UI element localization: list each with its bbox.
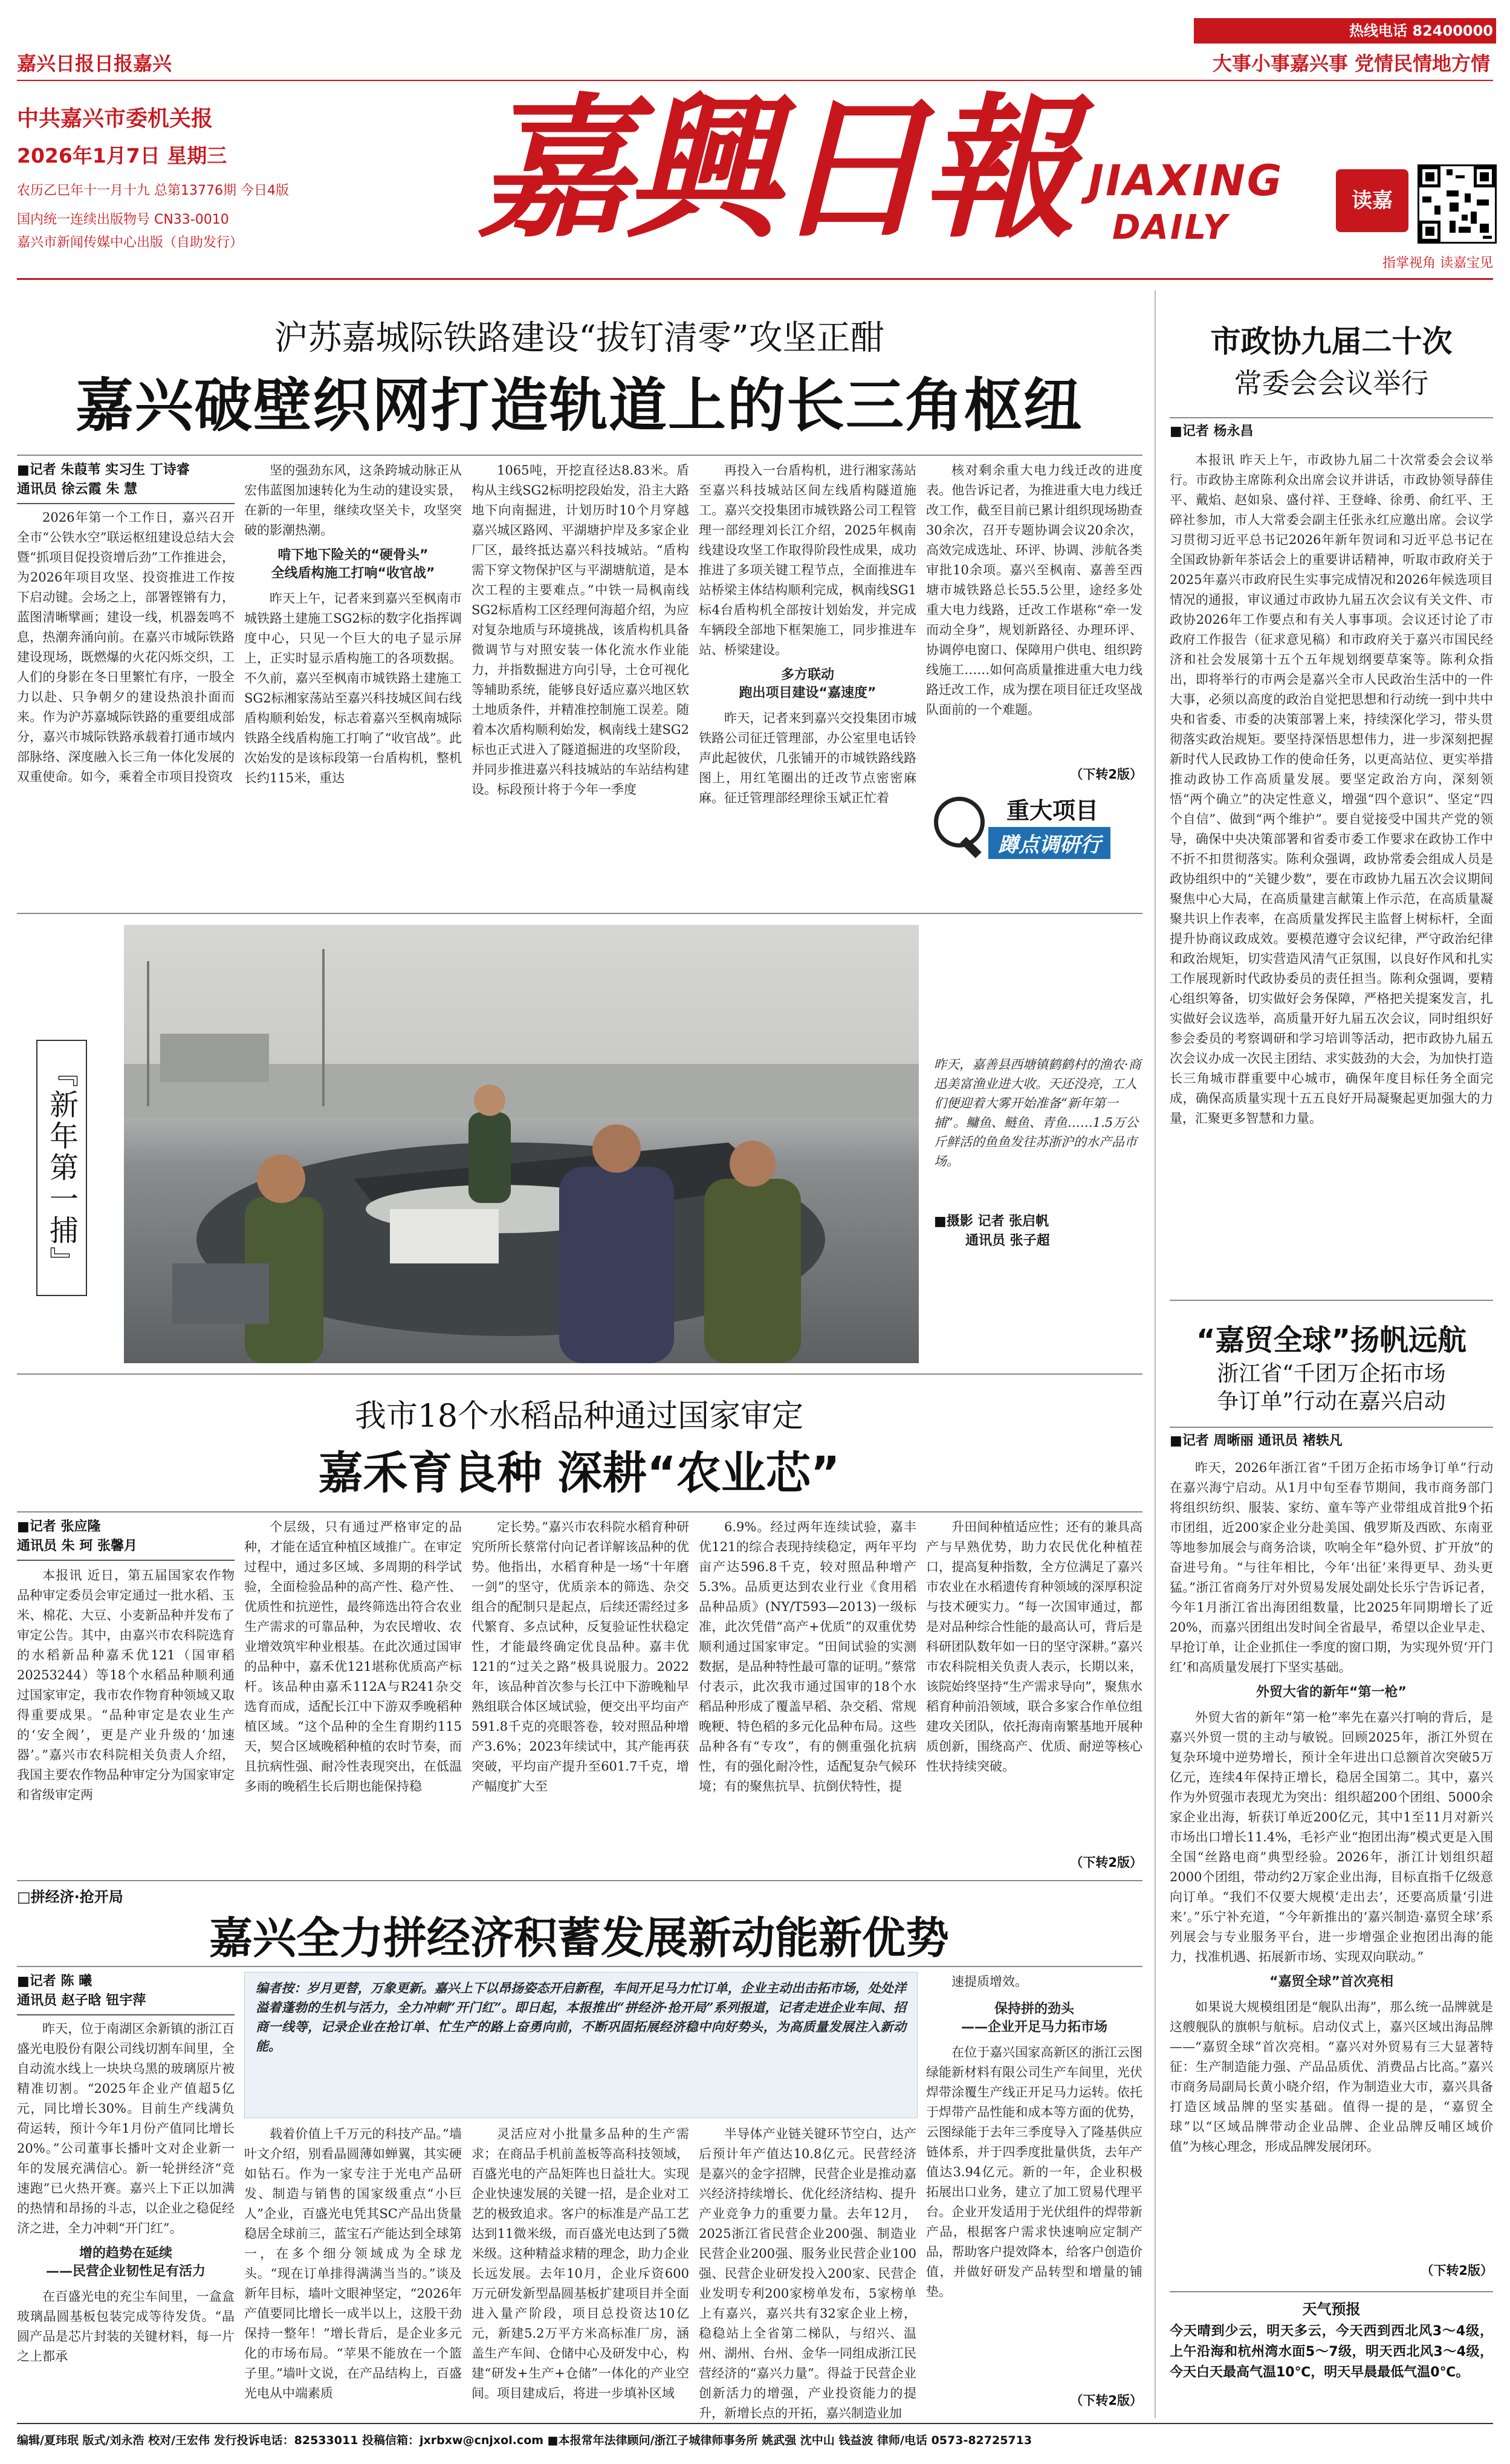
- economy-byline-1: ■记者 陈 曦: [17, 1974, 92, 1989]
- economy-byline-2: 通讯员 赵子晗 钮宇萍: [17, 1993, 146, 2008]
- trade-continued[interactable]: （下转2版）: [1421, 2263, 1493, 2278]
- economy-col-3-text: 灵活应对小批量多品种的生产需求；在商品手机前盖板等高科技领域，百盛光电的产品矩阵也日益壮大。实现企业快速发展的关键一招，是企业对工艺的极致追求。客户的标准是产品工艺达到11微米级，而百盛光电达到了5微米级。这种精益求精的理念，助力企业长远发展。去年10月，企业斥资600万元研发新型晶圆基板扩建项目并全面进入量产阶段，项目总投资达10亿元，新建5.2万平方米高标准厂房，涵盖生产车间、仓储中心及研发中心，构建“研发+生产+仓储”一体化的产业空间。项目建成后，将进一步填补区域: [471, 2127, 689, 2401]
- rice-byline-rule: [17, 1560, 235, 1561]
- photo-bottom-rule: [17, 1373, 1142, 1375]
- header-right-slogan: 大事小事嘉兴事 党情民情地方情: [1212, 52, 1490, 75]
- lead-col-4b-text: 昨天，记者来到嘉兴交投集团市城铁路公司征迁管理部，办公室里电话铃声此起彼伏，几张铺开的市城铁路线路图上，用红笔圈出的迁改节点密密麻麻。征迁管理部经理徐玉斌正忙着: [699, 711, 916, 805]
- trade-body: [1170, 1458, 1493, 2256]
- rice-col-4: [699, 1517, 916, 1874]
- economy-col-3: [471, 2124, 689, 2409]
- weather-top-rule: [1170, 2291, 1493, 2292]
- lead-headline: 嘉兴破壁织网打造轨道上的长三角枢纽: [76, 372, 1083, 439]
- series-title: 重大项目: [1006, 797, 1099, 824]
- cppcc-bottom-rule: [1170, 1300, 1493, 1301]
- header-left-slogan: 嘉兴日报日报嘉兴: [17, 52, 172, 75]
- rice-col-2-text: 个层级，只有通过严格审定的品种，才能在适宜种植区域推广。在审定过程中，通过多区域、多周期的科学试验，全面检验品种的高产性、稳产性、优质性和抗逆性，最终筛选出符合农业生产需求的可靠品种，为农民增收、农业增效筑牢种业根基。在此次通过国审的品种中，嘉禾优121堪称优质高产标杆。该品种由嘉禾112A与R241杂交选育而成，适配长江中下游双季晚稻种植区域。“这个品种的全生育期约115天，契合区域晚稻种植的农时节奏，而且抗病性强、耐冷性表现突出，在低温多雨的晚稻生长后期也能保持稳: [244, 1520, 462, 1794]
- economy-col-5b-text: 在位于嘉兴国家高新区的浙江云图绿能新材料有限公司生产车间里，光伏焊带涂覆生产线正开足马力运转。依托于焊带产品性能和成本等方面的优势，云图绿能于去年三季度导入了隆基供应链体系，并于四季度批量供货，去年产值达3.94亿元。新的一年，企业积极拓展出口业务，建立了加工贸易代理平台。企业开发适用于光伏组件的焊带新产品，根据客户需求快速响应定制产品，帮助客户提效降本，给客户创造价值，并做好研发产品转型和增量的铺垫。: [926, 2045, 1142, 2299]
- economy-headline: 嘉兴全力拼经济积蓄发展新动能新优势: [209, 1913, 949, 1963]
- rice-kicker: 我市18个水稻品种通过国家审定: [354, 1398, 804, 1435]
- economy-col-1b-text: 在百盛光电的充尘车间里，一盒盒玻璃晶圆基板包装完成等待发货。“晶圆产品是芯片封装的关键材料，每一片之上都承: [17, 2289, 235, 2364]
- lead-col-5: [926, 461, 1142, 766]
- photo-vertical-title: [36, 1040, 87, 1296]
- cppcc-top-rule: [1170, 417, 1493, 418]
- economy-subhead-1: 增的趋势在延续 ——民营企业韧性足有活力: [45, 2246, 206, 2279]
- qr-code[interactable]: [1418, 164, 1497, 244]
- masthead-title: 嘉興日報: [478, 79, 1070, 259]
- trade-byline: ■记者 周晰丽 通讯员 褚轶凡: [1170, 1433, 1343, 1448]
- lead-continued[interactable]: （下转2版）: [1070, 767, 1142, 782]
- fishing-photo-illustration: [124, 925, 919, 1363]
- lead-top-rule: [17, 455, 1142, 456]
- photo-vertical-title-text: 『新年第一捕』: [44, 1058, 79, 1278]
- rice-col-5: [926, 1517, 1142, 1853]
- lead-subhead-1: 啃下地下险关的“硬骨头” 全线盾构施工打响“收官战”: [271, 548, 435, 581]
- lead-col-3: [471, 461, 689, 904]
- economy-col-1: [17, 2019, 235, 2409]
- trade-body-text: 昨天，2026年浙江省“千团万企拓市场争订单”行动在嘉兴海宁启动。从1月中旬至春节期间，我市商务部门将组织纺织、服装、家纺、童车等产业带组成首批9个拓市团组，近200家企业分赴美国、俄罗斯及西欧、东南亚等地参加展会与商务洽谈，吹响全年“稳外贸、扩开放”的奋进号角。“与往年相比，今年‘出征’来得更早、劲头更猛。”浙江省商务厅对外贸易发展处副处长乐宁告诉记者，今年1月浙江省出海团组数量，比2025年同期增长了近20%，而嘉兴团组出发时间全省最早，希望以企业早走、早抢订单，让企业抓住一季度的窗口期，为实现外贸‘开门红’和高质量发展打下坚实基础。: [1170, 1461, 1493, 1675]
- header-bottom-rule: [17, 278, 1493, 280]
- cn-number: 国内统一连续出版物号 CN33-0010: [17, 212, 229, 227]
- rice-col-2: [244, 1517, 462, 1874]
- masthead-en-2: DAILY: [1112, 208, 1230, 247]
- rice-top-rule: [17, 1511, 1142, 1512]
- economy-col-1-text: 昨天，位于南湖区余新镇的浙江百盛光电股份有限公司线切割车间里，全自动流水线上一块块乌黑的玻璃原片被精准切割。“2025年企业产值超5亿元，同比增长30%。目前生产线满负荷运转，预计今年1月份产值同比增长20%。”公司董事长播叶文对企业新一年的发展充满信心。新一轮拼经济“竞速跑”已火热开赛。嘉兴上下正以加满的热情和昂扬的斗志，以企业之稳促经济之进，全力冲刺“开门红”。: [17, 2021, 235, 2235]
- economy-byline-rule: [17, 2014, 235, 2015]
- publisher: 嘉兴市新闻传媒中心出版（自助发行）: [17, 235, 244, 250]
- economy-col-4-text: 半导体产业链关键环节空白，达产后预计年产值达10.8亿元。民营经济是嘉兴的金字招牌，民营企业是推动嘉兴经济持续增长、优化经济结构、提升产业竞争力的重要力量。去年12月，2025浙江省民营企业200强、制造业民营企业200强、服务业民营企业100强、民营企业研发投入200家、民营企业发明专利200家榜单发布，5家榜单上有嘉兴，嘉兴共有32家企业上榜，稳稳站上全省第二梯队，与绍兴、温州、湖州、台州、金华一同组成浙江民营经济的“嘉兴力量”。得益于民营企业创新活力的增强，产业投资能力的提升，新增长点的开拓，嘉兴制造业加: [699, 2127, 916, 2420]
- rice-col-1: [17, 1566, 235, 1874]
- hotline-text: 热线电话 82400000: [1349, 22, 1493, 39]
- economy-top-rule: [17, 1966, 1142, 1967]
- rice-continued[interactable]: （下转2版）: [1070, 1855, 1142, 1870]
- lead-col-2: [244, 461, 462, 904]
- economy-tag: □拼经济·抢开局: [17, 1889, 123, 1905]
- rice-byline: [17, 1517, 235, 1556]
- weather-text: 今天晴到少云，明天多云，今天西到西北风3～4级，上午沿海和杭州湾水面5～7级，明天西北风3～4级，今天白天最高气温10℃，明天早晨最低气温0℃。: [1170, 2324, 1493, 2380]
- cppcc-body-text: 本报讯 昨天上午，市政协九届二十次常委会会议举行。市政协主席陈利众出席会议并讲话，市政协领导薛佳平、戴焰、赵如泉、盛付祥、王登峰、徐勇、俞红平、王碎社参加，市人大常委会副主任张永红应邀出席。会议学习贯彻习近平总书记2026年新年贺词和习近平总书记在全国政协新年茶话会上的重要讲话精神，听取市政府关于2025年嘉兴市政府民生实事完成情况和2026年候选项目情况的通报，审议通过市政协九届五次会议有关文件、市政协2026年工作要点和有关人事事项。会议还讨论了市政府工作报告（征求意见稿）和市政府关于嘉兴市国民经济和社会发展第十五个五年规划纲要草案等。陈利众指出，即将举行的市两会是嘉兴全市人民政治生活中的一件大事，必须以高度的政治自觉把思想和行动统一到中共中央和省委、市委的决策部署上来，持续深化学习，带头贯彻落实政治规矩。要坚持深悟思想伟力，进一步深刻把握新时代人民政协工作的使命任务，以更高站位、更实举措推动政协工作高质量发展。要坚定政治方向，深刻领悟“两个确立”的决定性意义，增强“四个意识”、坚定“四个自信”、做到“两个维护”。要自觉接受中国共产党的领导，确保中央决策部署和省委市委工作要求在政协工作中不折不扣贯彻落实。陈利众强调，政协常委会组成人员是政协组织中的“关键少数”，要在市政协九届五次会议期间聚焦中心大局，在高质量建言献策上作示范，在高质量凝聚共识上作表率，在高质量发挥民主监督上树标杆，全面提升协商议政成效。要模范遵守会议纪律，严守政治纪律和政治规矩，切实营造风清气正氛围，以良好作风和扎实工作展现新时代政协委员的责任担当。陈利众强调，要精心组织筹备，切实做好会务保障，严格把关提案发言，扎实做好会议选举，高质量开好九届五次会议，同时组织好参会委员的考察调研和学习培训等活动，把市政协九届五次会议办成一次民主团结、求实鼓劲的大会，为加快打造长三角城市群重要中心城市，确保年度目标任务全面完成，确保高质量实现十五五良好开局凝聚起更加强大的力量，汇聚更多智慧和力量。: [1170, 453, 1493, 1126]
- masthead-en-1: JIAXING: [1088, 156, 1284, 206]
- photo-top-rule: [17, 913, 1142, 914]
- weather-title: 天气预报: [1302, 2301, 1361, 2318]
- cppcc-byline: ■记者 杨永昌: [1170, 424, 1254, 439]
- economy-col-5: [926, 1972, 1142, 2389]
- economy-byline: [17, 1972, 235, 2011]
- photo-caption: 昨天，嘉善县西塘镇鹤鹤村的渔农·商迅美富渔业进大收。天还没亮，工人们便迎着大雾开始准备“新年第一捕”。鳙鱼、鲢鱼、青鱼……1.5万公斤鲜活的鱼鱼发往苏浙沪的水产品市场。: [934, 1057, 1141, 1169]
- trade-kicker: “嘉贸全球”扬帆远航: [1196, 1323, 1467, 1357]
- photo-credit: [934, 1212, 1142, 1251]
- photo-credit-1: ■摄影 记者 张启帆: [934, 1214, 1049, 1229]
- rice-headline: 嘉禾育良种 深耕“农业芯”: [318, 1447, 840, 1499]
- economy-continued[interactable]: （下转2版）: [1070, 2393, 1142, 2408]
- trade-sub: 浙江省“千团万企拓市场 争订单”行动在嘉兴启动: [1217, 1361, 1446, 1414]
- rice-byline-2: 通讯员 朱 珂 张馨月: [17, 1538, 137, 1554]
- app-slogan: 指掌视角 读嘉宝见: [1382, 256, 1493, 271]
- sidebar-divider: [1155, 290, 1156, 2418]
- lead-col-2b-text: 昨天上午，记者来到嘉兴至枫南市城铁路土建施工SG2标的数字化指挥调度中心，只见一个巨大的电子显示屏上，正实时显示盾构施工的各项数据。不久前，嘉兴至枫南市城铁路土建施工SG2标湘家荡站至嘉兴科技城区间右线盾构顺利始发，标志着嘉兴至枫南城际铁路全线盾构施工打响了“收官战”。此次始发的是该标段第一台盾构机，整机长约115米，重达: [244, 591, 462, 785]
- lead-byline: [17, 461, 235, 499]
- lead-col-1: [17, 508, 235, 904]
- qr-code-icon: [1419, 166, 1495, 242]
- lead-byline-2: 通讯员 徐云霞 朱 慧: [17, 482, 137, 497]
- cppcc-headline: 常委会会议举行: [1234, 367, 1429, 400]
- rice-col-1-text: 本报讯 近日，第五届国家农作物品种审定委员会审定通过一批水稻、玉米、棉花、大豆、小麦新品种并发布了审定公告。其中，由嘉兴市农科院选育的水稻新品种嘉禾优121（国审稻20253244）等18个水稻品种顺利通过国家审定，我市农作物育种领域又取得重要成果。“品种审定是农业生产的‘安全阀’，更是产业升级的‘加速器’。”嘉兴市农科院相关负责人介绍，我国主要农作物品种审定分为国家审定和省级审定两: [17, 1568, 235, 1802]
- editor-note-box: [244, 1972, 918, 2118]
- series-subtitle: 蹲点调研行: [988, 827, 1110, 859]
- rice-byline-1: ■记者 张应隆: [17, 1519, 101, 1534]
- footer-text: 编辑/夏玮珉 版式/刘永浩 校对/王宏伟 发行投诉电话：82533011 投稿信箱：jxrbxw@cnjxol.com ■本报常年法律顾问/浙江子城律师事务所 姚武强 沈中山 钱益波 律师/电话 0573-82725713: [17, 2434, 1032, 2447]
- economy-col-5a-text: 速提质增效。: [951, 1974, 1028, 1989]
- editor-note-text: 编者按：岁月更替，万象更新。嘉兴上下以昂扬姿态开启新程，车间开足马力忙订单，企业主动出击拓市场，处处洋溢着蓬勃的生机与活力，全力冲刺“开门红”。即日起，本报推出“拼经济·抢开局”系列报道，记者走进企业车间、招商一线等，记录企业在抢订单、忙生产的路上奋勇向前，不断巩固拓展经济稳中向好势头，为高质量发展注入新动能。: [256, 1980, 906, 2054]
- fishing-photo: [124, 925, 919, 1363]
- lead-col-1-text: 2026年第一个工作日，嘉兴召开全市“公铁水空”联运枢纽建设总结大会暨“抓项目促投资增后劲”工作推进会，为2026年项目攻坚、投资推进工作按下启动键。会场之上，部署铿锵有力，蓝图清晰擘画；建设一线，机器轰鸣不息，热潮奔涌向前。在嘉兴市城际铁路建设现场，既燃爆的火花闪烁交织，工人们的身影在冬日里繁忙有序，一股全力以赴、只争朝夕的建设热浪扑面而来。作为沪苏嘉城际铁路的重要组成部分，嘉兴市城际铁路承载着打通市域内部脉络、深度融入长三角一体化发展的双重使命。如今，乘着全市项目投资攻: [17, 510, 235, 784]
- lead-byline-rule: [17, 503, 235, 504]
- economy-subhead-2: 保持拼的劲头 ——企业开足马力拓市场: [961, 2002, 1107, 2035]
- trade-body-text-3: 如果说大规模组团是“舰队出海”，那么统一品牌就是这艘舰队的旗帜与航标。启动仪式上，嘉兴区域出海品牌——“嘉贸全球”首次亮相。“嘉兴对外贸易有三大显著特征：生产制造能力强、产品品质优、消费品占比高。”嘉兴市商务局副局长黄小晓介绍，作为制造业大市，嘉兴具备打造区域品牌的坚实基础。值得一提的是，“嘉贸全球”以“区域品牌带动企业品牌、企业品牌反哺区域价值”为核心理念，形成品牌发展闭环。: [1170, 2000, 1493, 2154]
- economy-col-2-text: 载着价值上千万元的科技产品。”墙叶文介绍，别看晶圆薄如蝉翼，其实硬如钻石。作为一家专注于光电产品研发、制造与销售的国家级重点“小巨人”企业，百盛光电凭其SC产品出货量稳居全球前三，蓝宝石产能达到全球第一，在多个细分领域成为全球龙头。“现在订单排得满满当当的。”谈及新年目标，墙叶文眼神坚定，“2026年产值要同比增长一成半以上，这股干劲保持一整年！”增长背后，是企业多元化的市场布局。“苹果不能放在一个篮子里。”墙叶文说，在产品结构上，百盛光电从中端素质: [244, 2127, 462, 2401]
- rice-bottom-rule: [17, 1880, 1142, 1881]
- trade-subhead-2: 外贸大省的新年“第一枪”: [1256, 1685, 1407, 1700]
- rice-col-3-text: 定长势。”嘉兴市农科院水稻育种研究所所长蔡常付向记者详解该品种的优势。他指出，水稻育种是一场“十年磨一剑”的坚守，优质亲本的筛选、杂交组合的配制只是起点，后续还需经过多代繁育、多点试种，反复验证性状稳定性，才能最终确定优良品种。嘉丰优121的“过关之路”极具说服力。2022年，该品种首次参与长江中下游晚籼早熟组联合体区域试验，便交出平均亩产591.8千克的亮眼答卷，较对照品种增产3.6%；2023年续试中，其产能再获突破，平均亩产提升至601.7千克，增产幅度扩大至: [471, 1520, 689, 1794]
- issue-date: 2026年1月7日 星期三: [17, 144, 227, 167]
- trade-top-rule: [1170, 1427, 1493, 1428]
- lead-kicker: 沪苏嘉城际铁路建设“拔钉清零”攻坚正酣: [274, 319, 884, 358]
- series-badge: [934, 792, 1142, 864]
- economy-col-2: [244, 2124, 462, 2409]
- rice-col-3: [471, 1517, 689, 1874]
- organ-label: 中共嘉兴市委机关报: [17, 106, 213, 131]
- rice-col-5-text: 升田间种植适应性；还有的兼具高产与早熟优势，助力农民优化种植茬口，提高复种指数，全方位满足了嘉兴市农业在水稻遗传育种领域的深厚积淀与技术硬实力。“每一次国审通过，都是对品种综合性能的最高认可，背后是科研团队数年如一日的坚守深耕。”嘉兴市农科院相关负责人表示，长期以来，该院始终坚持“生产需求导向”，聚焦水稻育种前沿领域，联合多家合作单位组建攻关团队，依托海南南繁基地开展种质创新，围绕高产、优质、耐逆等核心性状持续突破。: [926, 1520, 1142, 1774]
- lead-col-2a-text: 坚的强劲东风，这条跨城动脉正从宏伟蓝图加速转化为生动的建设实景，在新的一年里，继续攻坚关卡，攻坚突破的影潮热潮。: [244, 463, 462, 537]
- trade-subhead-3: “嘉贸全球”首次亮相: [1269, 1974, 1393, 1989]
- economy-col-4: [699, 2124, 916, 2420]
- lunar-date: 农历乙巳年十一月十九 总第13776期 今日4版: [17, 183, 289, 198]
- trade-body-text-2: 外贸大省的新年“第一枪”率先在嘉兴打响的背后，是嘉兴外贸一贯的主动与敏锐。回顾2025年，浙江外贸在复杂环境中逆势增长，预计全年进出口总额首次突破5万亿元，连续4年保持正增长，稳居全国第二。其中，嘉兴作为外贸强市表现尤为突出：组织超200个团组、5000余家企业出海，斩获订单近200亿元，其中1至11月对新兴市场出口增长11.4%，毛衫产业“抱团出海”模式更是入围全国“丝路电商”典型经验。2026年，浙江计划组织超2000个团组，带动约2万家企业出海，目标直指千亿级意向订单。“我们不仅要大规模‘走出去’，还要高质量‘引进来’。”乐宁补充道，“今年新推出的‘嘉兴制造·嘉贸全球’系列展会与专业服务平台，进一步增强企业抱团出海的能力，找准机遇、拓展新市场、实现双向联动。”: [1170, 1710, 1493, 1964]
- cppcc-body: [1170, 450, 1493, 1345]
- rice-col-4-text: 6.9%。经过两年连续试验，嘉丰优121的综合表现持续稳定，两年平均亩产达596.8千克，较对照品种增产5.3%。品质更达到农业行业《食用稻品种品质》(NY/T593—2013)一级标准，此次凭借“高产+优质”的双重优势顺利通过国家审定。“田间试验的实测数据，是品种特性最可靠的证明。”蔡常付表示，此次我市通过国审的18个水稻品种形成了覆盖早稻、杂交稻、常规晚粳、特色稻的多元化品种布局。这些品种各有“专攻”，有的侧重强化抗病性，有的强化耐冷性，适配复杂气候环境；有的聚焦抗旱、抗倒伏特性，提: [699, 1520, 916, 1794]
- magnifier-icon: [934, 797, 985, 848]
- lead-col-3-text: 1065吨，开挖直径达8.83米。盾构从主线SG2标明挖段始发，沿主大路地下向南掘进，计划历时10个月穿越嘉兴城区路网、平湖塘护岸及多家企业厂区，最终抵达嘉兴科技城站。“盾构需下穿文物保护区与平湖塘航道，是本次工程的主要难点。”中铁一局枫南线SG2标盾构工区经理何海超介绍，为应对复杂地质与环境挑战，该盾构机具备微调节与对照安装一体化流水作业能力，并指数掘进方向引导，土仓可视化等辅助系统，能够良好适应嘉兴地区软土地质条件，并精准控制施工误差。随着本次盾构顺利始发，枫南线土建SG2标也正式进入了隧道掘进的攻坚阶段，并同步推进嘉兴科技城站的车站结构建设。标段预计将于今年一季度: [471, 463, 689, 797]
- lead-subhead-2: 多方联动 跑出项目建设“嘉速度”: [739, 667, 877, 701]
- app-logo-icon: 读嘉: [1336, 169, 1408, 232]
- lead-col-5-text: 核对剩余重大电力线迁改的进度表。他告诉记者，为推进重大电力线迁改工作，截至目前已累计组织现场勘查30余次，召开专题协调会议20余次，高效完成选址、环评、协调、涉航各类审批10余项。嘉兴至枫南、嘉善至西塘市城铁路总长55.5公里，途经多处重大电力线路，迁改工作堪称“牵一发而动全身”，规划新路径、办理环评、协调停电窗口、保障用户供电、组织跨线施工……如何高质量推进重大电力线路迁改工作，成为摆在项目征迁攻坚战队面前的一个难题。: [926, 463, 1142, 717]
- photo-credit-2: 通讯员 张子超: [965, 1233, 1050, 1248]
- lead-col-4: [699, 461, 916, 904]
- footer-rule: [17, 2423, 1493, 2424]
- lead-byline-1: ■记者 朱葭苇 实习生 丁诗睿: [17, 462, 190, 478]
- cppcc-kicker: 市政协九届二十次: [1210, 324, 1453, 359]
- lead-col-4a-text: 再投入一台盾构机，进行湘家荡站至嘉兴科技城站区间左线盾构隧道施工。嘉兴交投集团市城铁路公司工程管理一部经理刘长江介绍，2025年枫南线建设攻坚工作取得阶段性成果，成功推进了多项关键工程节点，全面推进车站桥梁主体结构顺利完成，枫南线SG1标4台盾构机全部按计划始发，并完成车辆段全部地下框架施工，同步推进车站、桥梁建设。: [699, 463, 916, 657]
